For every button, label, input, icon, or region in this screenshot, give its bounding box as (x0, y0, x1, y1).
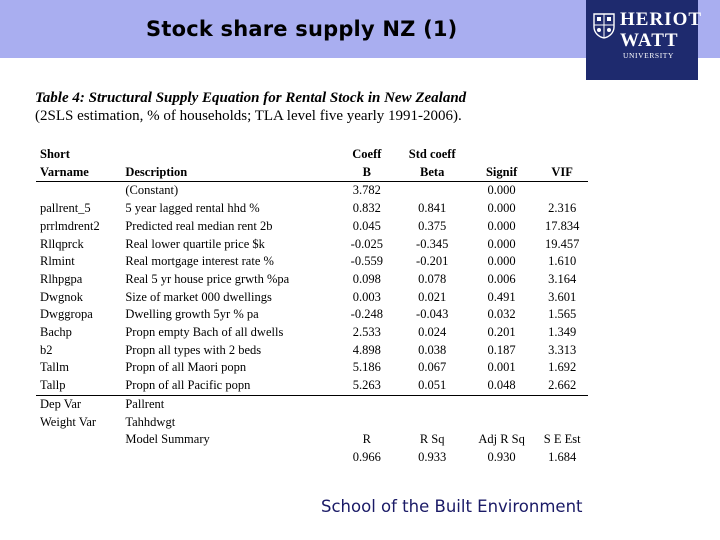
cell-signif: 0.048 (467, 377, 536, 395)
cell-coeff-b: 4.898 (352, 342, 381, 357)
table-title: Table 4: Structural Supply Equation for Rental Stock in New Zealand (35, 90, 467, 106)
cell-signif: 0.006 (487, 271, 516, 286)
cell-vif (536, 395, 588, 413)
university-crest-icon (593, 13, 615, 39)
cell-coeff-b: B (336, 164, 397, 182)
cell-signif: 0.000 (487, 236, 516, 251)
cell-vif: 2.662 (536, 377, 588, 395)
cell-description: 5 year lagged rental hhd % (125, 201, 260, 216)
cell-beta: 0.038 (418, 342, 447, 357)
cell-signif: 0.000 (487, 254, 516, 269)
cell-description: Real lower quartile price $k (125, 236, 265, 251)
cell-description: Size of market 000 dwellings (125, 289, 272, 304)
cell-vif: 2.316 (548, 201, 577, 216)
cell-vif: 3.601 (548, 289, 577, 304)
cell-description: Description (125, 164, 336, 182)
cell-signif: 0.000 (487, 183, 516, 198)
cell-description: (Constant) (125, 183, 179, 198)
cell-beta (397, 414, 466, 432)
logo-line-2: WATT (620, 30, 679, 51)
cell-varname: Dep Var (40, 396, 82, 411)
cell-signif: 0.000 (487, 201, 516, 216)
cell-beta: Std coeff (408, 147, 456, 161)
cell-beta: 0.067 (418, 360, 447, 375)
cell-coeff-b: 2.533 (352, 325, 381, 340)
cell-coeff-b: 0.003 (352, 289, 381, 304)
table-row (36, 253, 588, 271)
cell-coeff-b: 3.782 (352, 183, 381, 198)
cell-coeff-b: Coeff (352, 147, 382, 161)
table-row (36, 377, 588, 395)
cell-description (125, 449, 336, 467)
table-row (36, 359, 588, 377)
cell-signif: 0.491 (487, 289, 516, 304)
cell-vif: 1.610 (548, 254, 577, 269)
cell-signif (467, 395, 536, 413)
cell-vif: 17.834 (544, 218, 580, 233)
header-row (36, 146, 588, 164)
cell-varname (36, 449, 125, 467)
cell-varname: Rllqprck (40, 236, 84, 251)
summary-row (36, 414, 588, 432)
summary-row (36, 431, 588, 449)
cell-signif (467, 146, 536, 164)
cell-vif: 1.565 (548, 307, 577, 322)
cell-varname (36, 431, 125, 449)
cell-varname: b2 (40, 342, 53, 357)
cell-beta: Beta (397, 164, 466, 182)
cell-varname: Dwggropa (40, 307, 93, 322)
cell-vif: S E Est (543, 432, 581, 447)
cell-varname: Rlmint (40, 254, 75, 269)
cell-varname: Dwgnok (40, 289, 84, 304)
cell-beta: 0.024 (418, 325, 447, 340)
cell-varname: Weight Var (40, 414, 97, 429)
cell-vif (536, 414, 588, 432)
summary-row (36, 449, 588, 467)
cell-coeff-b: R (362, 432, 371, 447)
cell-description: Model Summary (125, 432, 210, 447)
cell-varname: Bachp (40, 325, 72, 340)
table-row (36, 306, 588, 324)
cell-description: Pallrent (125, 396, 165, 411)
cell-coeff-b: 5.186 (352, 360, 381, 375)
cell-signif: 0.187 (487, 342, 516, 357)
cell-beta: -0.345 (416, 236, 449, 251)
cell-varname: Short (40, 147, 70, 161)
table-row (36, 289, 588, 307)
cell-description: Propn of all Pacific popn (125, 377, 336, 395)
cell-signif: 0.000 (487, 218, 516, 233)
table-row (36, 271, 588, 289)
summary-row (36, 395, 588, 413)
cell-coeff-b: 0.098 (352, 271, 381, 286)
cell-coeff-b: -0.559 (350, 254, 383, 269)
cell-signif: 0.201 (487, 325, 516, 340)
cell-coeff-b: 0.966 (352, 449, 381, 464)
heriot-watt-logo (586, 0, 703, 80)
table-row (36, 324, 588, 342)
cell-varname: Tallp (36, 377, 125, 395)
table-row (36, 200, 588, 218)
cell-varname: Rlhpgpa (40, 271, 83, 286)
cell-vif: 1.684 (548, 449, 577, 464)
cell-description: Real mortgage interest rate % (125, 254, 274, 269)
cell-coeff-b: -0.025 (350, 236, 383, 251)
cell-beta: 0.933 (418, 449, 447, 464)
cell-description: Dwelling growth 5yr % pa (125, 307, 259, 322)
cell-vif: 1.349 (548, 325, 577, 340)
cell-coeff-b (336, 414, 397, 432)
table-row (36, 342, 588, 360)
cell-beta (397, 395, 466, 413)
table-row (36, 236, 588, 254)
cell-vif: 1.692 (548, 360, 577, 375)
cell-beta (397, 182, 466, 200)
slide-title: Stock share supply NZ (1) (146, 17, 458, 41)
cell-signif: 0.032 (487, 307, 516, 322)
cell-varname: prrlmdrent2 (40, 218, 100, 233)
cell-description: Tahhdwgt (125, 414, 176, 429)
cell-description: Real 5 yr house price grwth %pa (125, 271, 290, 286)
cell-beta: 0.078 (418, 271, 447, 286)
cell-coeff-b: 0.045 (352, 218, 381, 233)
table-subtitle: (2SLS estimation, % of households; TLA level five yearly 1991-2006). (35, 108, 462, 124)
table-row (36, 218, 588, 236)
cell-description: Propn all types with 2 beds (125, 342, 262, 357)
cell-description (125, 146, 336, 164)
cell-coeff-b: 0.832 (352, 201, 381, 216)
cell-coeff-b: 5.263 (336, 377, 397, 395)
logo-line-3: UNIVERSITY (623, 51, 674, 60)
cell-coeff-b: -0.248 (350, 307, 383, 322)
cell-vif: 3.313 (548, 342, 577, 357)
cell-beta: 0.021 (418, 289, 447, 304)
footer-text: School of the Built Environment (321, 497, 583, 516)
cell-vif (536, 182, 588, 200)
cell-signif: 0.930 (487, 449, 516, 464)
cell-signif: 0.001 (487, 360, 516, 375)
cell-description: Propn empty Bach of all dwells (125, 325, 284, 340)
cell-vif: VIF (536, 164, 588, 182)
cell-beta: R Sq (419, 432, 445, 447)
regression-table (36, 146, 588, 467)
cell-signif: Signif (467, 164, 536, 182)
cell-beta: 0.375 (418, 218, 447, 233)
header-row (36, 164, 588, 182)
cell-signif (467, 414, 536, 432)
cell-varname: pallrent_5 (40, 201, 91, 216)
cell-beta: 0.051 (397, 377, 466, 395)
cell-varname (36, 182, 125, 200)
logo-line-1: HERIOT (620, 9, 703, 30)
cell-vif (536, 146, 588, 164)
cell-varname: Tallm (40, 360, 69, 375)
cell-beta: 0.841 (418, 201, 447, 216)
cell-beta: -0.201 (416, 254, 449, 269)
cell-signif: Adj R Sq (478, 432, 525, 447)
cell-varname: Varname (36, 164, 125, 182)
cell-beta: -0.043 (416, 307, 449, 322)
table-row (36, 182, 588, 200)
cell-vif: 3.164 (548, 271, 577, 286)
cell-vif: 19.457 (544, 236, 580, 251)
cell-coeff-b (336, 395, 397, 413)
cell-description: Propn of all Maori popn (125, 360, 247, 375)
cell-description: Predicted real median rent 2b (125, 218, 273, 233)
